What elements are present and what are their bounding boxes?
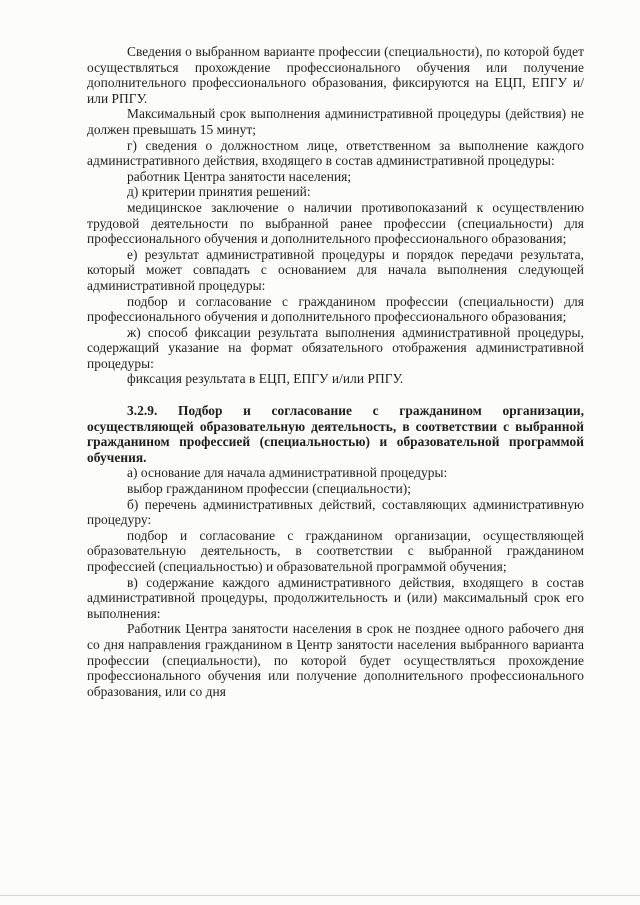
- paragraph: выбор гражданином профессии (специальности);: [127, 481, 412, 497]
- paragraph: фиксация результата в ЕЦП, ЕПГУ и/или РПГУ.: [127, 371, 404, 387]
- paragraph: подбор и согласование с гражданином организации, осуществляющей образовательную деятельность, в соответствии с выбранной гражданином профессией (специальностью) и образовательной программой обучения;: [87, 527, 584, 574]
- paragraph: е) результат административной процедуры и порядок передачи результата, который может совпадать с основанием для начала выполнения следующей административной процедуры:: [87, 246, 584, 293]
- document-body: [87, 44, 584, 699]
- paragraph: Сведения о выбранном варианте профессии (специальности), по которой будет осуществляться прохождение профессионального обучения или получение дополнительного профессионального образования, фиксируются на ЕЦП, ЕПГУ и/или РПГУ.: [87, 44, 584, 106]
- paragraph: б) перечень административных действий, составляющих административную процедуру:: [87, 496, 584, 528]
- section-heading: 3.2.9. Подбор и согласование с гражданином организации, осуществляющей образовательную деятельность, в соответствии с выбранной гражданином профессией (специальностью) и образовательной программой обучения.: [87, 403, 584, 465]
- paragraph: Максимальный срок выполнения административной процедуры (действия) не должен превышать 15 минут;: [87, 106, 584, 137]
- paragraph: в) содержание каждого административного действия, входящего в состав административной процедуры, продолжительность и (или) максимальный срок его выполнения:: [87, 574, 584, 621]
- paragraph: Работник Центра занятости населения в срок не позднее одного рабочего дня со дня направления гражданином в Центр занятости населения выбранного варианта профессии (специальности), по которой будет осуществляться прохождение профессионального обучения или получение дополнительного профессионального образования, или со дня: [87, 621, 584, 699]
- paragraph: работник Центра занятости населения;: [127, 168, 352, 184]
- paragraph: а) основание для начала административной процедуры:: [127, 465, 448, 481]
- paragraph: ж) способ фиксации результата выполнения административной процедуры, содержащий указание на формат обязательного отображения административной процедуры:: [87, 324, 584, 371]
- paragraph: медицинское заключение о наличии противопоказаний к осуществлению трудовой деятельности по выбранной ранее профессии (специальности) для профессионального обучения и дополнительного профессионального образования;: [87, 199, 584, 247]
- paragraph: подбор и согласование с гражданином профессии (специальности) для профессионального обучения и дополнительного профессионального образования;: [87, 293, 584, 325]
- paragraph: г) сведения о должностном лице, ответственном за выполнение каждого административного действия, входящего в состав административной процедуры:: [87, 137, 584, 169]
- page-bottom-edge: [0, 895, 640, 896]
- paragraph: д) критерии принятия решений:: [127, 184, 311, 200]
